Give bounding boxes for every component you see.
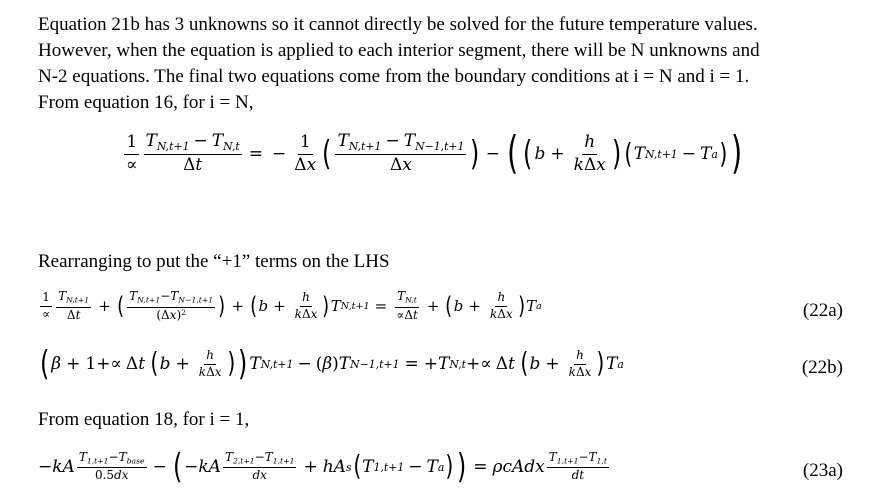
text-line: Equation 21b has 3 unknowns so it cannot directly be solved for the future temperature values. [38,14,758,35]
text-line: From equation 16, for i = N, [38,92,254,113]
equation-number-22a: (22a) [802,300,843,321]
equation-number-23a: (23a) [802,460,843,481]
text-line: However, when the equation is applied to each interior segment, there will be N unknowns and [38,40,760,61]
equation-boundary-n: $\frac{1}{\propto}$ $\frac{T_{N,t+1} - T_{N,t}}{\Delta t}$ = − $\frac{1}{\Delta x}$ ( $\frac{T_{N,t+1} - T_{N-1,t+1}}{\Delta x}$ ) − ( ( b + $\frac{h}{\text{kΔx}}$ ) ( T N,t+1 − T a ) ) [126,128,743,179]
equation-22b: ( β + 1+∝ Δ t ( b + $\frac{h}{\text{kΔx}}$ ) ) T N,t+1 − ( β ) T N−1,t+1 = + T N,t +∝ Δ t ( b + $\frac{h}{\text{kΔx}}$ ) T a [39,344,624,384]
equation-22a: $\frac{1}{\propto}$ $\frac{T_{N,t+1}}{\Delta t}$ + ( $\frac{T_{N,t+1}-T_{N-1,t+1}}{(\Delta x)^2}$ ) + ( b + $\frac{h}{\text{kΔx}}$ ) T N,t+1 = $\frac{T_{N,t}}{\propto\Delta t}$ + ( b + $\frac{h}{\text{kΔx}}$ ) T a [42,289,542,322]
paragraph-intro [38,12,858,116]
from-equation-18-text: From equation 18, for i = 1, [38,409,250,430]
equation-number-22b: (22b) [801,357,843,378]
equation-23a: − kA $\frac{T_{1,t+1}-T_{base}}{0.5dx}$ − ( − kA $\frac{T_{2,t+1}-T_{1,t+1}}{dx}$ + hA s ( T 1,t+1 − T a ) ) = ρcAdx $\frac{T_{1,t+1}-T_{1,t}}{dt}$ [38,447,607,487]
text-line: N-2 equations. The final two equations come from the boundary conditions at i = N and i = 1. [38,66,750,87]
rearranging-text: Rearranging to put the “+1” terms on the LHS [38,251,390,272]
